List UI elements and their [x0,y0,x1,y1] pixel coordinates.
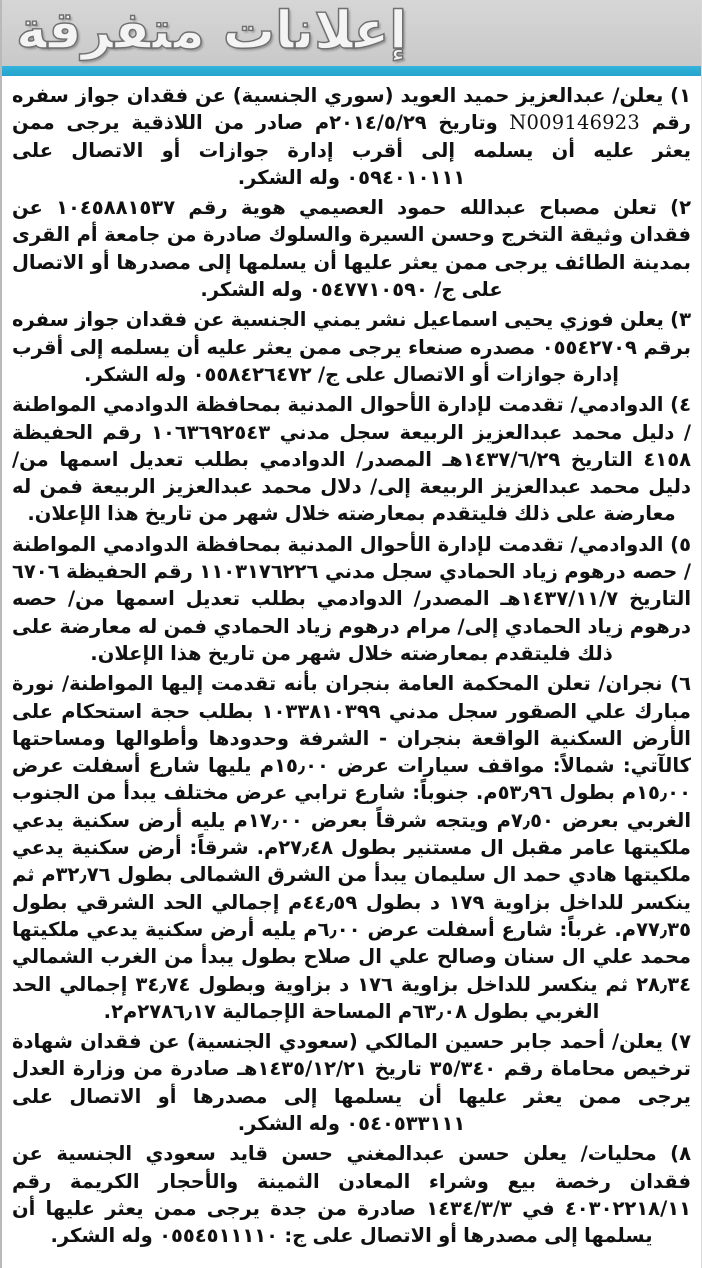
ad-item-2: ٢) تعلن مصباح عبدالله حمود العصيمي هوية رقم ١٠٤٥٨٨١٥٣٧ عن فقدان وثيقة التخرج وحسن السيرة والسلوك صادرة من جامعة أم القرى بمدينة الطائف يرجى ممن يعثر عليها أن يسلمها إلى مصدرها أو الاتصال على ج/ ٠٥٤٧٧١٠٥٩٠ وله الشكر. [12,196,691,302]
ads-list [2,76,701,1255]
ad-item-4: ٤) الدوادمي/ تقدمت لإدارة الأحوال المدنية بمحافظة الدوادمي المواطنة / دليل محمد عبدالعزيز الربيعة سجل مدني ١٠٦٣٦٩٢٥٤٣ رقم الحفيظة ٤١٥٨ التاريخ ١٤٣٧/٦/٢٩هـ المصدر/ الدوادمي بطلب تعديل اسمها من/ دليل محمد عبدالعزيز الربيعة إلى/ دلال محمد عبدالعزيز الربيعة فمن له معارضة على ذلك فليتقدم بمعارضته خلال شهر من تاريخ هذا الإعلان. [12,393,691,526]
ad-item-7: ٧) يعلن/ أحمد جابر حسين المالكي (سعودي الجنسية) عن فقدان شهادة ترخيص محاماة رقم ٣٥/٣٤٠ تاريخ ١٤٣٥/١٢/٢١هـ صادرة من وزارة العدل يرجى ممن يعثر عليها أن يسلمها إلى مصدرها أو الاتصال على ٠٥٤٠٥٣٣١١١ وله الشكر. [12,1030,692,1135]
masthead-banner [2,0,701,66]
latin-token: N009146923 [509,111,641,135]
ad-item-8: ٨) محليات/ يعلن حسن عبدالمغني حسن قايد سعودي الجنسية عن فقدان رخصة بيع وشراء المعادن الثمينة والأحجار الكريمة رقم ٤٠٣٠٢٢١٨/١١ في ١٤٣٤/٣/٣ صادرة من جدة يرجى ممن يعثر عليها أن يسلمها إلى مصدرها أو الاتصال على ج: ٠٥٥٤٥١١١١٠ وله الشكر. [12,1142,691,1248]
masthead-accent-rule [2,66,701,76]
ad-item-5: ٥) الدوادمي/ تقدمت لإدارة الأحوال المدنية بمحافظة الدوادمي المواطنة / حصه درهوم زياد الحمادي سجل مدني ١١٠٣١٧٦٢٢٦ رقم الحفيظة ٦٧٠٦ التاريخ ١٤٣٧/١١/٧هـ المصدر/ الدوادمي بطلب تعديل اسمها من/ حصه درهوم زياد الحمادي إلى/ مرام درهوم زياد الحمادي فمن له معارضة على ذلك فليتقدم بمعارضته خلال شهر من تاريخ هذا الإعلان. [12,532,691,665]
ad-item-1: ١) يعلن/ عبدالعزيز حميد العويد (سوري الجنسية) عن فقدان جواز سفره رقم N009146923 وتاريخ ٢٠١٤/٥/٢٩م صادر من اللاذقية يرجى ممن يعثر عليه أن يسلمه إلى أقرب إدارة جوازات أو الاتصال على ٠٥٩٤٠١٠١١١ وله الشكر. [12,84,692,189]
ad-item-3: ٣) يعلن فوزي يحيى اسماعيل نشر يمني الجنسية عن فقدان جواز سفره برقم ٠٥٥٤٢٧٠٩ مصدره صنعاء يرجى ممن يعثر عليه أن يسلمه إلى أقرب إدارة جوازات أو الاتصال على ج/ ٠٥٥٨٤٢٦٤٧٢ وله الشكر. [12,308,691,386]
page-title: إعلانات متفرقة [16,1,408,61]
ad-item-6: ٦) نجران/ تعلن المحكمة العامة بنجران بأنه تقدمت إليها المواطنة/ نورة مبارك علي الصقور سجل مدني ١٠٣٣٨١٠٣٩٩ بطلب حجة استحكام على الأرض السكنية الواقعة بنجران - الشرفة وحدودها وأطوالها ومساحتها كالآتي: شمالاً: مواقف سيارات عرض ١٥٫٠٠م يليها شارع أسفلت عرض ١٥٫٠٠م بطول ٥٣٫٩٦م. جنوباً: شارع ترابي عرض مختلف يبدأ من الجنوب الغربي بعرض ٧٫٥٠م ويتجه شرقاً بعرض ١٧٫٠٠م يليه أرض سكنية يدعي ملكيتها عامر مقبل ال مستنير بطول ٢٧٫٤٨م. شرقاً: أرض سكنية يدعي ملكيتها هادي حمد ال سليمان يبدأ من الشرق الشمالى بطول ٣٢٫٧٦م ثم ينكسر للداخل بزاوية ١٧٩ د بطول ٤٤٫٥٩م إجمالي الحد الشرقي بطول ٧٧٫٣٥م. غرباً: شارع أسفلت عرض ٦٫٠٠م يليه أرض سكنية يدعي ملكيتها محمد علي ال سنان وصالح علي ال صلاح بطول يبدأ من الغرب الشمالي ٢٨٫٣٤ ثم ينكسر للداخل بزاوية ١٧٦ د بزاوية وبطول ٣٤٫٧٤ إجمالي الحد الغربي بطول ٦٣٫٠٨م المساحة الإجمالية ٢٧٨٦٫١٧م٢. [12,672,692,1023]
